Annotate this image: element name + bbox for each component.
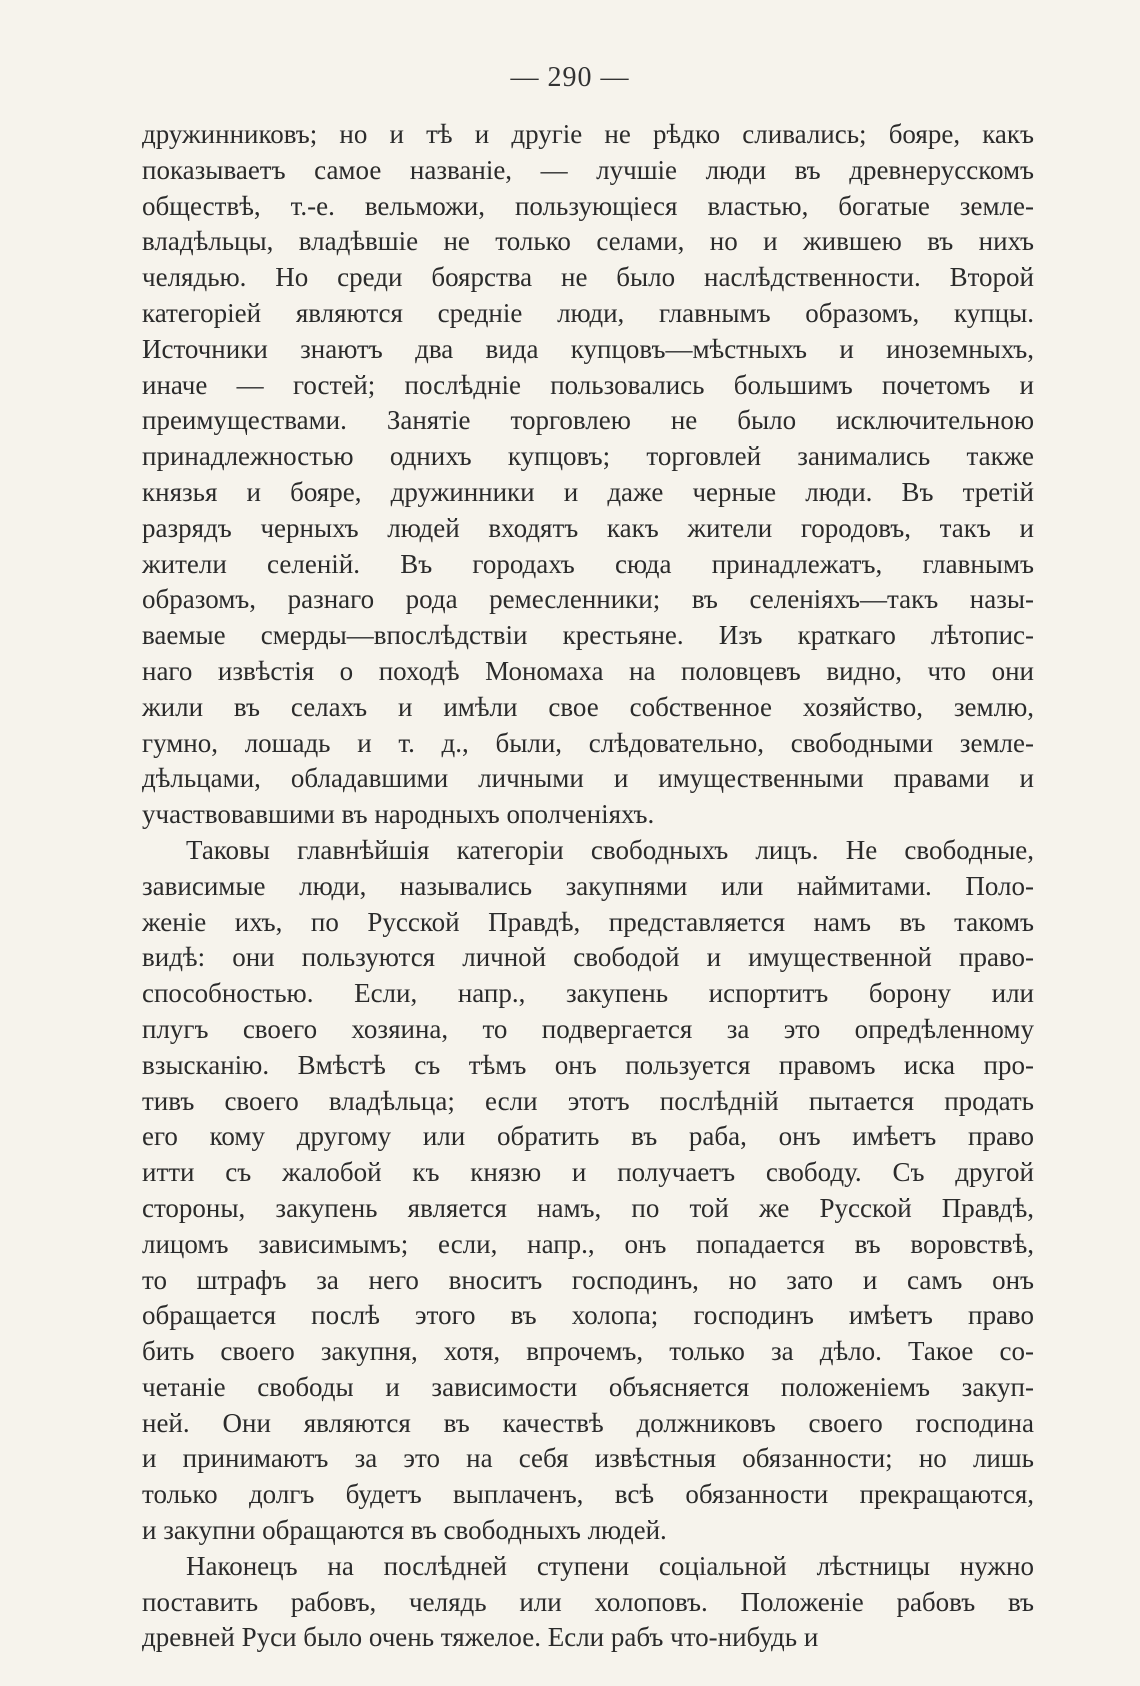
- text-line: образомъ, разнаго рода ремесленники; въ селеніяхъ—такъ назы-: [142, 584, 1034, 615]
- text-line: разрядъ черныхъ людей входятъ какъ жители городовъ, такъ и: [142, 512, 1034, 543]
- text-line: и закупни обращаются въ свободныхъ людей.: [142, 1515, 667, 1546]
- text-line: обращается послѣ этого въ холопа; господинъ имѣетъ право: [142, 1300, 1034, 1331]
- page-number: — 290 —: [510, 62, 630, 93]
- page-body-text: [142, 117, 1034, 1656]
- text-line: иначе — гостей; послѣдніе пользовались большимъ почетомъ и: [142, 369, 1034, 400]
- text-line: жили въ селахъ и имѣли свое собственное хозяйство, землю,: [142, 691, 1034, 722]
- text-line: четаніе свободы и зависимости объясняется положеніемъ закуп-: [142, 1371, 1034, 1402]
- text-line: обществѣ, т.-е. вельможи, пользующіеся властью, богатые земле-: [142, 190, 1034, 221]
- text-line: Источники знаютъ два вида купцовъ—мѣстныхъ и иноземныхъ,: [142, 333, 1034, 364]
- text-line: только долгъ будетъ выплаченъ, всѣ обязанности прекращаются,: [142, 1479, 1034, 1510]
- text-line: тивъ своего владѣльца; если этотъ послѣдній пытается продать: [142, 1085, 1034, 1116]
- text-line: владѣльцы, владѣвшіе не только селами, но и жившею въ нихъ: [142, 226, 1034, 257]
- paragraph: [142, 1549, 1034, 1656]
- text-line: гумно, лошадь и т. д., были, слѣдовательно, свободными земле-: [142, 727, 1034, 758]
- text-line: категоріей являются средніе люди, главнымъ образомъ, купцы.: [142, 297, 1034, 328]
- text-line: видѣ: они пользуются личной свободой и имущественной право-: [142, 942, 1034, 973]
- text-line: жители селеній. Въ городахъ сюда принадлежатъ, главнымъ: [142, 548, 1034, 579]
- text-line: его кому другому или обратить въ раба, онъ имѣетъ право: [142, 1121, 1034, 1152]
- text-line: показываетъ самое названіе, — лучшіе люди въ древнерусскомъ: [142, 154, 1034, 185]
- text-line: и принимаютъ за это на себя извѣстныя обязанности; но лишь: [142, 1443, 1034, 1474]
- text-line: дѣльцами, обладавшими личными и имущественными правами и: [142, 763, 1034, 794]
- text-line: способностью. Если, напр., закупень испортитъ борону или: [142, 978, 1034, 1009]
- text-line: взысканію. Вмѣстѣ съ тѣмъ онъ пользуется правомъ иска про-: [142, 1049, 1034, 1080]
- text-line: итти съ жалобой къ князю и получаетъ свободу. Съ другой: [142, 1157, 1034, 1188]
- text-line: Наконецъ на послѣдней ступени соціальной лѣстницы нужно: [186, 1550, 1034, 1581]
- text-line: зависимые люди, назывались закупнями или наймитами. Поло-: [142, 870, 1034, 901]
- text-line: поставить рабовъ, челядь или холоповъ. Положеніе рабовъ въ: [142, 1586, 1034, 1617]
- text-line: Таковы главнѣйшія категоріи свободныхъ лицъ. Не свободные,: [186, 834, 1034, 865]
- text-line: ваемые смерды—впослѣдствіи крестьяне. Изъ краткаго лѣтопис-: [142, 620, 1034, 651]
- text-line: лицомъ зависимымъ; если, напр., онъ попадается въ воровствѣ,: [142, 1228, 1034, 1259]
- text-line: то штрафъ за него вноситъ господинъ, но зато и самъ онъ: [142, 1264, 1034, 1295]
- paragraph: [142, 833, 1034, 1549]
- paragraph: [142, 117, 1034, 833]
- text-line: преимуществами. Занятіе торговлею не было исключительною: [142, 405, 1034, 436]
- text-line: плугъ своего хозяина, то подвергается за это опредѣленному: [142, 1013, 1034, 1044]
- text-line: участвовавшими въ народныхъ ополченіяхъ.: [142, 799, 655, 830]
- text-line: принадлежностью однихъ купцовъ; торговлей занимались также: [142, 441, 1034, 472]
- text-line: женіе ихъ, по Русской Правдѣ, представляется намъ въ такомъ: [142, 906, 1034, 937]
- text-line: дружинниковъ; но и тѣ и другіе не рѣдко сливались; бояре, какъ: [142, 119, 1034, 149]
- text-line: князья и бояре, дружинники и даже черные люди. Въ третій: [142, 476, 1034, 507]
- text-line: бить своего закупня, хотя, впрочемъ, только за дѣло. Такое со-: [142, 1336, 1034, 1367]
- text-line: ней. Они являются въ качествѣ должниковъ своего господина: [142, 1407, 1034, 1438]
- text-line: стороны, закупень является намъ, по той же Русской Правдѣ,: [142, 1192, 1034, 1223]
- text-line: наго извѣстія о походѣ Мономаха на половцевъ видно, что они: [142, 655, 1034, 686]
- text-line: древней Руси было очень тяжелое. Если рабъ что-нибудь и: [142, 1622, 819, 1653]
- text-line: челядью. Но среди боярства не было наслѣдственности. Второй: [142, 262, 1034, 293]
